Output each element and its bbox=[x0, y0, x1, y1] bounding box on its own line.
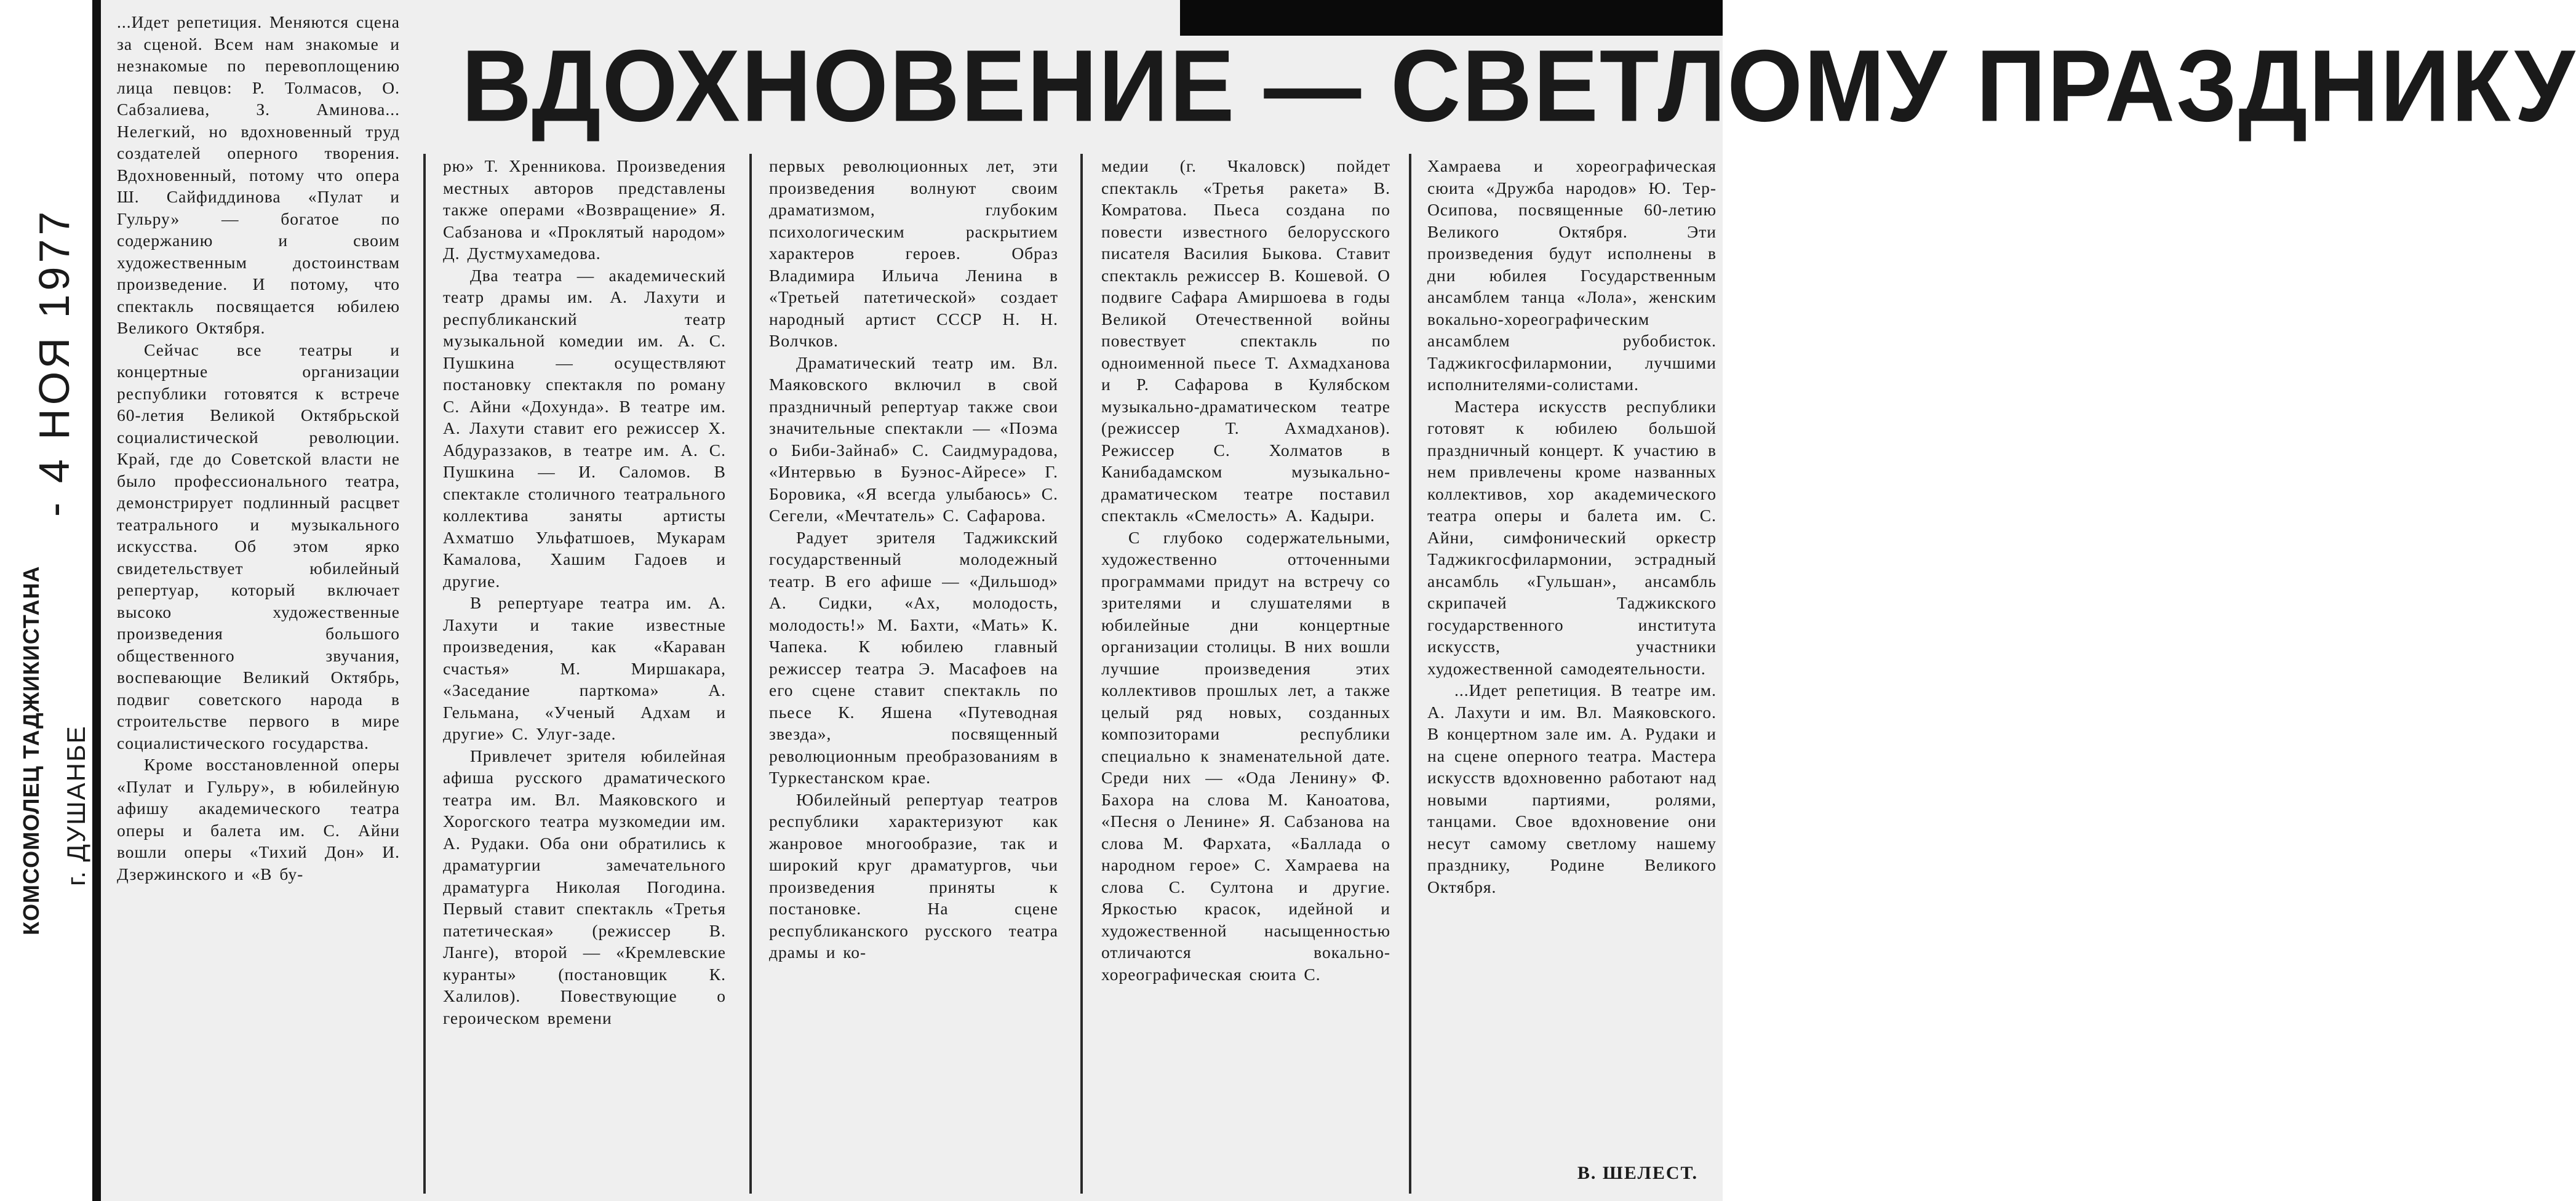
article-column-2 bbox=[443, 155, 726, 1195]
paragraph: Сейчас все театры и концертные организации республики готовятся к встрече 60-летия Великой Октябрьской социалистической революции. Край, где до Советской власти не было профессионального театра, демонстрирует подлинный расцвет театрального и музыкального искусства. Об этом ярко свидетельствует юбилейный репертуар, который включает высоко художественные произведения большого общественного звучания, воспевающие Великий Октябрь, подвиг советского народа в строительстве первого в мире социалистического государства. bbox=[117, 340, 400, 752]
clipping-edge-rule bbox=[92, 0, 101, 1201]
author-byline: В. ШЕЛЕСТ. bbox=[1577, 1163, 1698, 1183]
newspaper-city-text: г. ДУШАНБЕ bbox=[62, 725, 90, 886]
paragraph: ...Идет репетиция. В театре им. А. Лахути и им. Вл. Маяковского. В концертном зале им. А. Рудаки и на сцене оперного театра. Мастера искусств вдохновенно работают над новыми партиями, ролями, танцами. Свое вдохновение они несут самому светлому нашему празднику, Родине Великого Октября. bbox=[1427, 680, 1717, 896]
newspaper-city bbox=[62, 664, 92, 886]
paragraph: Привлечет зрителя юбилейная афиша русского драматического театра им. Вл. Маяковского и Хорогского театра музкомедии им. А. Рудаки. Оба они обратились к драматургии замечательного драматурга Николая Погодина. Первый ставит спектакль «Третья патетическая» (режиссер В. Ланге), второй — «Кремлевские куранты» (постановщик К. Халилов). Повествующие о героическом времени bbox=[443, 746, 726, 1027]
paragraph: Драматический театр им. Вл. Маяковского включил в свой праздничный репертуар также свои значительные спектакли — «Поэма о Биби-Зайнаб» С. Саидмурадова, «Интервью в Буэнос-Айресе» Г. Боровика, «Я всегда улыбаюсь» С. Сегели, «Мечтатель» С. Сафарова. bbox=[769, 353, 1058, 525]
paragraph: Юбилейный репертуар театров республики характеризуют как жанровое многообразие, так и широкий круг драматургов, чьи произведения приняты к постановке. На сцене республиканского русского театра драмы и ко- bbox=[769, 789, 1058, 962]
column-divider bbox=[749, 154, 752, 1194]
paragraph: рю» Т. Хренникова. Произведения местных авторов представлены также операми «Возвращение» Я. Сабзанова и «Проклятый народом» Д. Дустмухамедова. bbox=[443, 156, 726, 263]
paragraph: медии (г. Чкаловск) пойдет спектакль «Третья ракета» В. Комратова. Пьеса создана по повести известного белорусского писателя Василия Быкова. Ставит спектакль режиссер В. Кошевой. О подвиге Сафара Амиршоева в годы Великой Отечественной войны повествует спектакль по одноименной пьесе Т. Ахмадханова и Р. Сафарова в Кулябском музыкально-драматическом театре (режиссер Т. Ахмадханов). Режиссер С. Холматов в Канибадамском музыкально-драматическом театре поставил спектакль «Смелость» А. Кадыри. bbox=[1101, 156, 1390, 525]
paragraph: В репертуаре театра им. А. Лахути и такие известные произведения, как «Караван счастья» М. Миршакара, «Заседание парткома» А. Гельмана, «Ученый Адхам и другие» С. Улуг-заде. bbox=[443, 593, 726, 743]
paragraph: Радует зрителя Таджикский государственный молодежный театр. В его афише — «Дильшод» А. Сидки, «Ах, молодость, молодость!» М. Бахти, «Мать» К. Чапека. К юбилею главный режиссер театра Э. Масафоев на его сцене ставит спектакль по пьесе К. Яшена «Путеводная звезда», посвященный революционным преобразованиям в Туркестанском крае. bbox=[769, 527, 1058, 787]
article-column-5 bbox=[1427, 155, 1717, 1139]
newspaper-name bbox=[18, 566, 49, 935]
column-divider bbox=[423, 154, 426, 1194]
paragraph: ...Идет репетиция. Меняются сцена за сценой. Всем нам знакомые и незнакомые по перевоплощению лица певцов: Р. Толмасов, О. Сабзалиева, З. Аминова... Нелегкий, но вдохновенный труд создателей оперного творения. Вдохновенный, потому что опера Ш. Сайфиддинова «Пулат и Гульру» — богатое по содержанию и своим художественным достоинствам произведение. И потому, что спектакль посвящается юбилею Великого Октября. bbox=[117, 12, 400, 337]
paragraph: Кроме восстановленной оперы «Пулат и Гульру», в юбилейную афишу академического театра оперы и балета им. С. Айни вошли оперы «Тихий Дон» И. Дзержинского и «В бу- bbox=[117, 755, 400, 884]
article-headline: ВДОХНОВЕНИЕ — СВЕТЛОМУ ПРАЗДНИКУ bbox=[461, 29, 2576, 143]
article-column-4 bbox=[1101, 155, 1390, 1195]
column-divider bbox=[1080, 154, 1083, 1194]
newspaper-name-text: КОМСОМОЛЕЦ ТАДЖИКИСТАНА bbox=[18, 565, 44, 935]
date-stamp bbox=[30, 207, 85, 517]
paragraph: первых революционных лет, эти произведения волнуют своим драматизмом, глубоким психологическим раскрытием характеров героев. Образ Владимира Ильича Ленина в «Третьей патетической» создает народный артист СССР Н. Н. Волчков. bbox=[769, 156, 1058, 350]
paragraph: Хамраева и хореографическая сюита «Дружба народов» Ю. Тер-Осипова, посвященные 60-летию Великого Октября. Эти произведения будут исполнены в дни юбилея Государственным ансамблем танца «Лола», женским вокально-хореографическим ансамблем рубобисток. Таджикгосфилармонии, лучшими исполнителями-солистами. bbox=[1427, 156, 1717, 394]
column-divider bbox=[1409, 154, 1411, 1194]
article-column-3 bbox=[769, 155, 1058, 1195]
paragraph: Два театра — академический театр драмы им. А. Лахути и республиканский театр музыкальной комедии им. А. С. Пушкина — осуществляют постановку спектакля по роману С. Айни «Дохунда». В театре им. А. Лахути ставит его режиссер Х. Абдураззаков, в театре им. А. С. Пушкина — И. Саломов. В спектакле столичного театрального коллектива заняты артисты Ахматшо Ульфатшоев, Мукарам Камалова, Хашим Гадоев и другие. bbox=[443, 265, 726, 591]
paragraph: Мастера искусств республики готовят к юбилею большой праздничный концерт. К участию в нем привлечены кроме названных коллективов, хор академического театра оперы и балета им. С. Айни, симфонический оркестр Таджикгосфилармонии, эстрадный ансамбль «Гульшан», ансамбль скрипачей Таджикского государственного института искусств, участники художественной самодеятельности. bbox=[1427, 396, 1717, 678]
article-column-1 bbox=[117, 11, 400, 1195]
date-stamp-text: - 4 НОЯ 1977 bbox=[30, 207, 78, 517]
paragraph: С глубоко содержательными, художественно отточенными программами придут на встречу со зрителями и слушателями в юбилейные дни концертные организации столицы. В них вошли лучшие произведения этих коллективов прошлых лет, а также целый ряд новых, созданных композиторами республики специально к знаменательной дате. Среди них — «Ода Ленину» Ф. Бахора на слова М. Каноатова, «Песня о Ленине» Я. Сабзанова на слова М. Фархата, «Баллада о народном герое» С. Хамраева на слова С. Султона и другие. Яркостью красок, идейной и художественной насыщенностью отличаются вокально-хореографическая сюита С. bbox=[1101, 527, 1390, 984]
